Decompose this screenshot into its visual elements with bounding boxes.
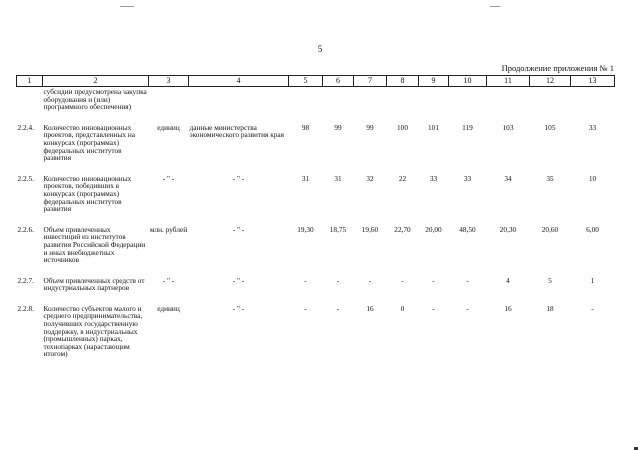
indicator-value: - [432, 303, 435, 313]
indicator-value: - [368, 275, 372, 285]
indicator-value: - [466, 303, 469, 313]
indicator-value: 35 [546, 173, 554, 183]
indicator-unit: - " - [162, 173, 175, 183]
indicator-unit: млн. рублей [149, 224, 188, 234]
indicator-value: - [466, 275, 469, 285]
indicator-value: 100 [397, 122, 408, 132]
col-header: 7 [354, 76, 387, 87]
indicator-name: Объем привлеченных средств от индустриальных партнеров [43, 275, 145, 293]
indicator-value: 99 [366, 122, 374, 132]
col-header: 3 [149, 76, 189, 87]
indicator-source: - " - [232, 303, 245, 313]
indicator-value: 1 [590, 275, 595, 285]
indicator-value: 119 [462, 122, 473, 132]
indicator-value: 33 [463, 173, 472, 183]
indicator-value: 20,60 [541, 224, 559, 234]
indicator-value: 4 [506, 275, 510, 285]
col-header: 11 [487, 76, 530, 87]
indicator-source: - " - [232, 275, 245, 285]
col-header: 2 [43, 76, 149, 87]
indicator-code: 2.2.8. [17, 303, 34, 313]
indicator-value: 10 [588, 173, 597, 183]
indicator-value: 6,00 [586, 224, 599, 234]
indicator-value: 22,70 [394, 224, 411, 234]
col-header: 4 [189, 76, 289, 87]
indicator-code: 2.2.4. [17, 122, 34, 132]
table-row-continuation [17, 87, 615, 111]
indicator-value: 31 [301, 173, 310, 183]
col-header: 6 [323, 76, 354, 87]
indicator-value: 105 [544, 122, 556, 132]
indicator-value: 33 [588, 122, 597, 132]
indicator-value: 19,30 [297, 224, 314, 234]
indicator-name: Количество инновационных проектов, победивших в конкурсах (программах) федеральных институтов развития [43, 173, 132, 214]
indicator-value: 20,30 [499, 224, 517, 234]
indicator-value: 31 [334, 173, 342, 183]
col-header: 9 [419, 76, 449, 87]
indicator-value: 18,75 [329, 224, 347, 234]
scan-speck [120, 6, 134, 7]
table-row [17, 264, 615, 292]
table-row [17, 292, 615, 358]
indicator-value: 99 [334, 122, 342, 132]
indicator-value: - [336, 275, 340, 285]
indicator-code: 2.2.7. [17, 275, 34, 285]
indicator-value: 33 [429, 173, 438, 183]
indicator-value: - [591, 303, 594, 313]
indicator-value: 34 [504, 173, 512, 183]
table-row [17, 162, 615, 213]
indicator-value: 101 [428, 122, 439, 132]
col-header: 10 [449, 76, 487, 87]
indicator-code: 2.2.6. [17, 224, 34, 234]
indicator-value: 22 [398, 173, 407, 183]
indicator-source: данные министерства экономического развития края [189, 122, 285, 140]
indicator-name: субсидии предусмотрена закупка оборудования и (или) программного обеспечения) [43, 87, 147, 112]
indicator-code: 2.2.5. [17, 173, 34, 183]
indicator-name: Количество инновационных проектов, представленных на конкурсах (программах) федеральных институтов развития [43, 122, 136, 163]
indicator-value: 98 [301, 122, 310, 132]
page-number: 5 [317, 44, 323, 54]
indicator-value: - [336, 303, 340, 313]
column-number-header-row [17, 76, 615, 87]
indicator-value: - [304, 303, 307, 313]
col-header: 8 [387, 76, 419, 87]
indicator-value: 20,00 [425, 224, 442, 234]
indicator-name: Количество субъектов малого и среднего предпринимательства, получивших государственную поддержку, в индустриальных (промышленных) парках, технопарках (нарастающим итогом) [43, 303, 143, 359]
indicator-value: 0 [400, 303, 405, 313]
indicator-unit: единиц [157, 122, 180, 132]
scan-speck [490, 6, 500, 7]
indicator-value: 19,60 [361, 224, 379, 234]
appendix-continuation-note: Продолжение приложения № 1 [501, 63, 614, 73]
indicator-value: 16 [504, 303, 512, 313]
indicator-value: 5 [548, 275, 552, 285]
indicator-source: - " - [232, 173, 245, 183]
col-header: 1 [17, 76, 43, 87]
indicator-name: Объем привлеченных инвестиций из институтов развития Российской Федерации и иных внебюджетных источников [43, 224, 146, 265]
indicator-value: - [304, 275, 307, 285]
indicator-value: - [432, 275, 435, 285]
indicator-unit: единиц [157, 303, 180, 313]
indicator-value: 103 [502, 122, 514, 132]
scan-speck [634, 447, 638, 450]
indicator-value: 16 [366, 303, 374, 313]
indicators-table [16, 75, 615, 358]
indicator-value: 48,50 [459, 224, 476, 234]
col-header: 13 [571, 76, 615, 87]
indicator-source: - " - [232, 224, 245, 234]
indicator-value: 32 [366, 173, 374, 183]
table-row [17, 111, 615, 162]
indicator-value: - [401, 275, 404, 285]
col-header: 5 [289, 76, 323, 87]
col-header: 12 [530, 76, 571, 87]
indicator-value: 18 [546, 303, 554, 313]
table-row [17, 213, 615, 264]
indicator-unit: - " - [162, 275, 175, 285]
